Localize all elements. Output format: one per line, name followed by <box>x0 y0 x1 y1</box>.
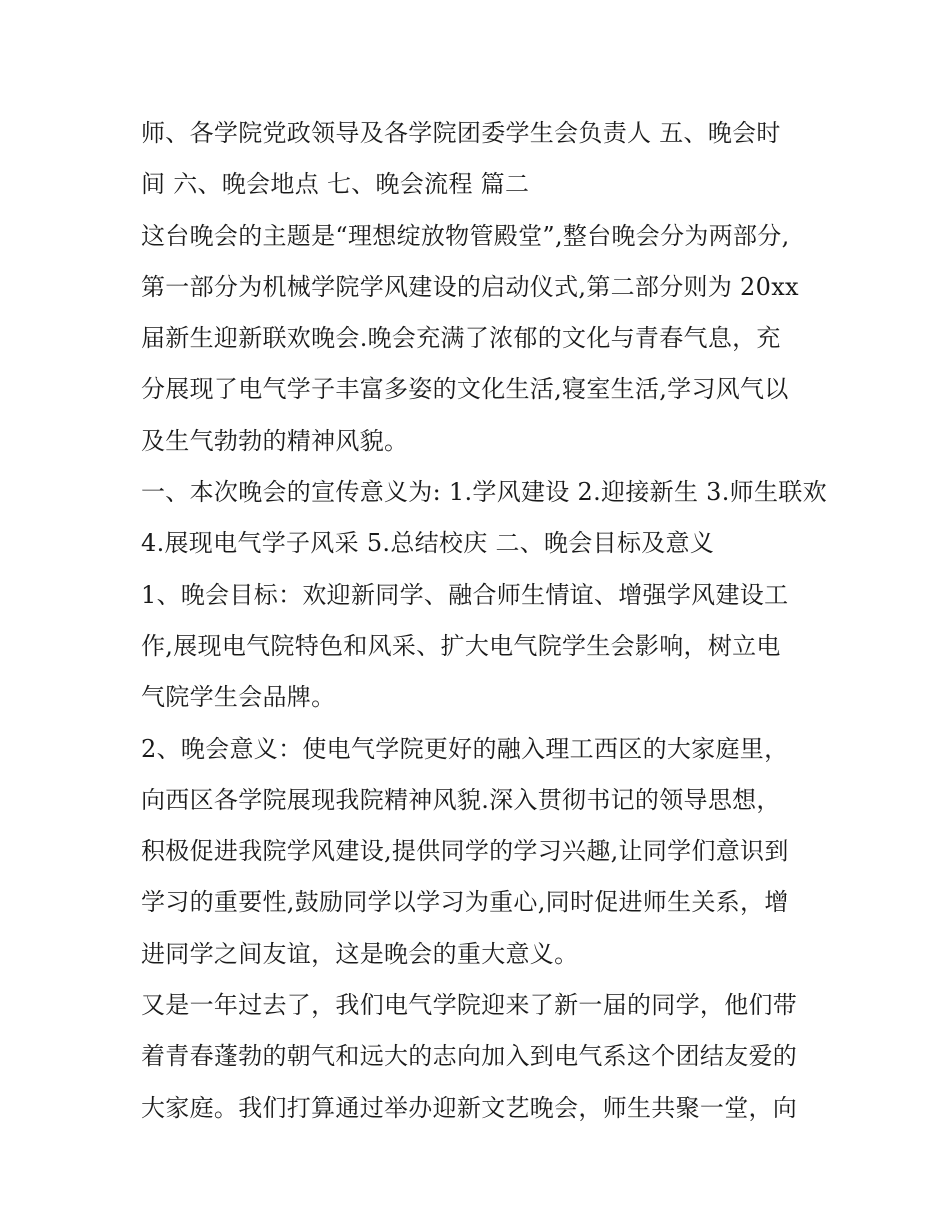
text-line: 间 六、晚会地点 七、晚会流程 篇二 <box>141 170 530 199</box>
text-line: 着青春蓬勃的朝气和远大的志向加入到电气系这个团结友爱的 <box>141 1042 798 1071</box>
text-line: 及生气勃勃的精神风貌。 <box>141 426 409 455</box>
text-line: 气院学生会品牌。 <box>141 683 336 712</box>
text-line: 大家庭。我们打算通过举办迎新文艺晚会，师生共聚一堂，向 <box>141 1093 798 1122</box>
text-line: 1、晚会目标：欢迎新同学、融合师生情谊、增强学风建设工 <box>141 580 789 609</box>
text-line: 进同学之间友谊，这是晚会的重大意义。 <box>141 939 579 968</box>
text-line: 2、晚会意义：使电气学院更好的融入理工西区的大家庭里， <box>141 734 789 763</box>
text-line: 届新生迎新联欢晚会.晚会充满了浓郁的文化与青春气息，充 <box>141 324 781 353</box>
text-line: 一、本次晚会的宣传意义为: 1.学风建设 2.迎接新生 3.师生联欢 <box>141 478 827 507</box>
text-line: 积极促进我院学风建设,提供同学的学习兴趣,让同学们意识到 <box>141 837 789 866</box>
text-line: 向西区各学院展现我院精神风貌.深入贯彻书记的领导思想， <box>141 785 781 814</box>
text-line: 又是一年过去了，我们电气学院迎来了新一届的同学，他们带 <box>141 991 798 1020</box>
text-line: 师、各学院党政领导及各学院团委学生会负责人 五、晚会时 <box>141 119 781 147</box>
text-line: 4.展现电气学子风采 5.总结校庆 二、晚会目标及意义 <box>141 529 715 558</box>
text-line: 第一部分为机械学院学风建设的启动仪式,第二部分则为 20xx <box>141 272 799 301</box>
text-line: 学习的重要性,鼓励同学以学习为重心,同时促进师生关系，增 <box>141 888 789 917</box>
text-line: 这台晚会的主题是“理想绽放物管殿堂”,整台晚会分为两部分, <box>141 221 790 250</box>
text-line: 分展现了电气学子丰富多姿的文化生活,寝室生活,学习风气以 <box>141 375 789 404</box>
document-body <box>141 108 827 1134</box>
text-line: 作,展现电气院特色和风采、扩大电气院学生会影响，树立电 <box>141 631 781 660</box>
